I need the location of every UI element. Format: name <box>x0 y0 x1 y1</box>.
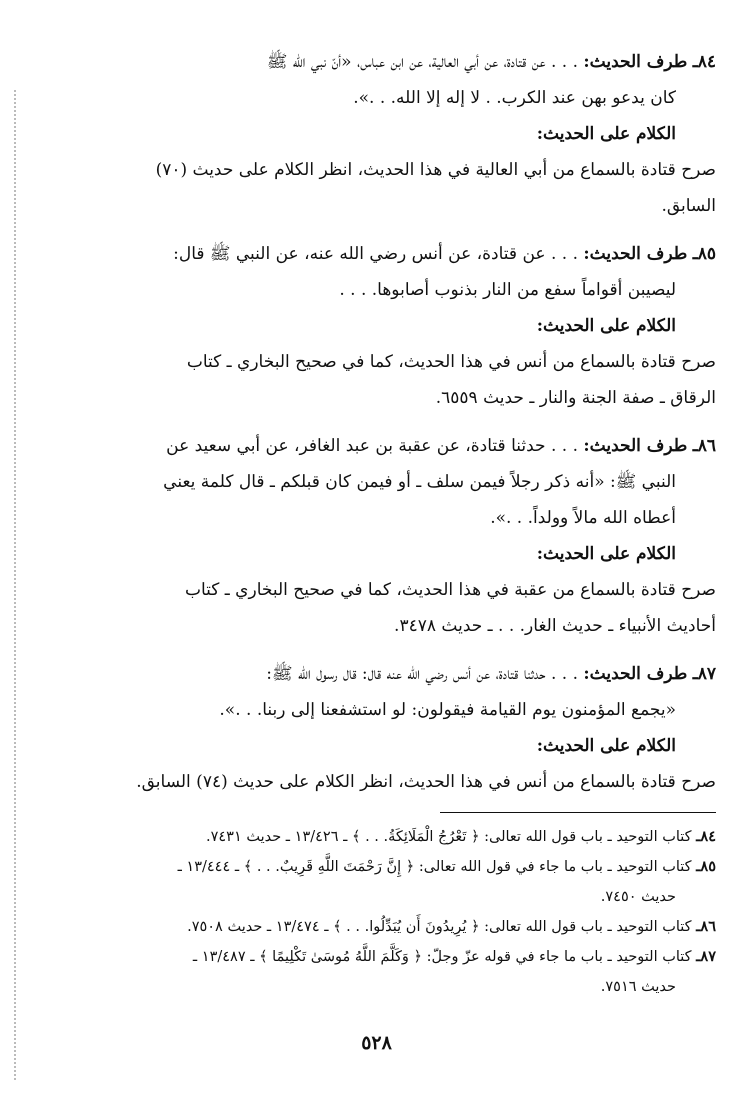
footnote-number: ٨٦ـ <box>696 918 716 935</box>
kalam-text-line: صرح قتادة بالسماع من أنس في هذا الحديث، انظر الكلام على حديث (٧٤) السابق. <box>136 772 716 792</box>
entry-number: ٨٧ـ <box>692 664 716 684</box>
entry-first-line <box>36 656 716 692</box>
entry-text-line: أعطاه الله مالاً وولداً. . .». <box>490 508 676 528</box>
tarf-label: طرف الحديث: <box>583 52 688 72</box>
footnote-text: كتاب التوحيد ـ باب ما جاء في قول الله تعالى: ﴿ إِنَّ رَحْمَتَ اللَّهِ قَرِيبٌ. . . ﴾ ـ ١٣/٤٤٤ ـ <box>177 859 692 875</box>
kalam-label: الكلام على الحديث: <box>536 316 676 336</box>
footnote-text: كتاب التوحيد ـ باب ما جاء في قوله عزّ وجلّ: ﴿ وَكَلَّمَ اللَّهُ مُوسَىٰ تَكْلِيمًا ﴾ ـ ١٣/٤٨٧ ـ <box>192 949 692 965</box>
footnote-number: ٨٥ـ <box>696 858 716 875</box>
hadith-entry <box>36 428 716 644</box>
entry-first-line <box>36 44 716 80</box>
footnote-text: كتاب التوحيد ـ باب قول الله تعالى: ﴿ تَعْرُجُ الْمَلَائِكَةُ. . . ﴾ ـ ١٣/٤٢٦ ـ حديث ٧٤٣١. <box>205 829 692 845</box>
entry-text: . . . عن قتادة، عن أبي العالية، عن ابن عباس، «أنّ نبي الله ﷺ <box>266 52 578 72</box>
entry-text-line: النبي ﷺ: «أنه ذكر رجلاً فيمن سلف ـ أو فيمن كان قبلكم ـ قال كلمة يعني <box>163 472 676 492</box>
hadith-entry <box>36 236 716 416</box>
footnote-continuation: حديث ٧٥١٦. <box>600 979 676 995</box>
footnote-text: كتاب التوحيد ـ باب قول الله تعالى: ﴿ يُرِيدُونَ أَن يُبَدِّلُوا. . . ﴾ ـ ١٣/٤٧٤ ـ حديث ٧٥٠٨. <box>187 919 692 935</box>
kalam-text-line: صرح قتادة بالسماع من أنس في هذا الحديث، كما في صحيح البخاري ـ كتاب <box>186 352 716 372</box>
footnote <box>36 852 716 882</box>
kalam-label: الكلام على الحديث: <box>536 736 676 756</box>
kalam-text-line: أحاديث الأنبياء ـ حديث الغار. . . ـ حديث ٣٤٧٨. <box>394 616 716 636</box>
footnote <box>36 912 716 942</box>
footnote-continuation: حديث ٧٤٥٠. <box>600 889 676 905</box>
entry-text: . . . حدثنا قتادة، عن عقبة بن عبد الغافر، عن أبي سعيد عن <box>166 436 578 456</box>
kalam-text-line: السابق. <box>661 196 716 216</box>
margin-dotted-line <box>14 90 17 1080</box>
entry-text-line: «يجمع المؤمنون يوم القيامة فيقولون: لو استشفعنا إلى ربنا. . .». <box>219 700 676 720</box>
footnote <box>36 942 716 972</box>
hadith-entry <box>36 44 716 224</box>
entry-text-line: ليصيبن أقواماً سفع من النار بذنوب أصابوها. . . . <box>339 280 676 300</box>
kalam-label: الكلام على الحديث: <box>536 124 676 144</box>
tarf-label: طرف الحديث: <box>583 664 688 684</box>
footnotes <box>36 822 716 1002</box>
entry-text-line: كان يدعو بهن عند الكرب. . لا إله إلا الله. . .». <box>353 88 676 108</box>
entry-number: ٨٤ـ <box>692 52 716 72</box>
hadith-entry <box>36 656 716 800</box>
entry-first-line <box>36 236 716 272</box>
kalam-text-line: صرح قتادة بالسماع من عقبة في هذا الحديث، كما في صحيح البخاري ـ كتاب <box>184 580 716 600</box>
kalam-text-line: صرح قتادة بالسماع من أبي العالية في هذا الحديث، انظر الكلام على حديث (٧٠) <box>155 160 716 180</box>
footnote <box>36 822 716 852</box>
footnote-separator <box>440 812 716 813</box>
entry-text: . . . عن قتادة، عن أنس رضي الله عنه، عن النبي ﷺ قال: <box>173 244 578 264</box>
footnote-number: ٨٧ـ <box>696 948 716 965</box>
page-body <box>36 44 716 812</box>
tarf-label: طرف الحديث: <box>583 244 688 264</box>
entry-number: ٨٦ـ <box>692 436 716 456</box>
page-number: ٥٢٨ <box>361 1032 392 1054</box>
kalam-label: الكلام على الحديث: <box>536 544 676 564</box>
entry-text: . . . حدثنا قتادة، عن أنس رضي الله عنه قال: قال رسول الله ﷺ: <box>266 664 578 684</box>
footnote-number: ٨٤ـ <box>696 828 716 845</box>
kalam-text-line: الرقاق ـ صفة الجنة والنار ـ حديث ٦٥٥٩. <box>435 388 716 408</box>
tarf-label: طرف الحديث: <box>583 436 688 456</box>
entry-first-line <box>36 428 716 464</box>
entry-number: ٨٥ـ <box>692 244 716 264</box>
